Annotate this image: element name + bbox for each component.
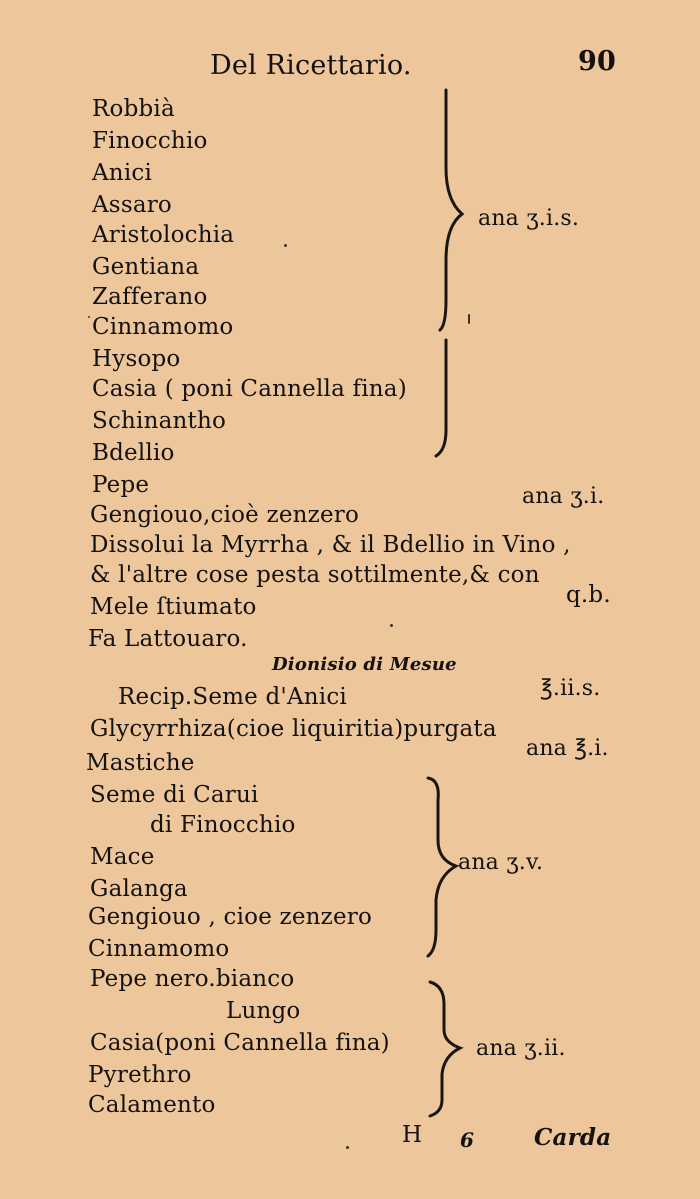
ingredient-line: Hysopo (92, 346, 181, 372)
ingredient-line: Assaro (92, 192, 172, 218)
ingredient-line: Robbià (92, 96, 175, 122)
signature-number: 6 (460, 1128, 475, 1152)
ink-speck (468, 314, 470, 324)
ink-speck (346, 1146, 349, 1149)
ingredient-line: di Finocchio (150, 812, 296, 838)
ingredient-line: Calamento (88, 1092, 216, 1118)
dose-label: ℥.ii.s. (540, 676, 601, 701)
signature-mark: H (402, 1122, 423, 1148)
dose-label: ana ʒ.ii. (476, 1036, 566, 1061)
ingredient-line: Schinantho (92, 408, 227, 434)
dose-label: ana ℥.i. (526, 736, 609, 761)
ingredient-line: Pyrethro (88, 1062, 192, 1088)
dose-label: ana ʒ.v. (458, 850, 544, 875)
brace-b (428, 778, 456, 956)
instruction-line: Fa Lattouaro. (88, 626, 248, 652)
ingredient-line: Glycyrrhiza(cioe liquiritia)purgata (90, 716, 497, 742)
ink-speck (88, 316, 90, 318)
ingredient-line: Pepe (92, 472, 150, 498)
catchword: Carda (534, 1124, 612, 1151)
ingredient-line: Casia(poni Cannella fina) (90, 1030, 390, 1056)
recipe-heading: Dionisio di Mesue (272, 654, 457, 675)
ingredient-line: Gengiouo,cioè zenzero (90, 502, 360, 528)
instruction-line: Mele ſtiumato (90, 594, 257, 620)
ingredient-line: Mace (90, 844, 155, 870)
ingredient-line: Mastiche (86, 750, 195, 776)
ingredient-line: Aristolochia (92, 222, 235, 248)
dose-label: ana ʒ.i.s. (478, 206, 580, 231)
ingredient-line: Recip.Seme d'Anici (118, 684, 347, 710)
ink-speck (284, 244, 287, 247)
ingredient-line: Casia ( poni Cannella fina) (92, 376, 407, 402)
ink-speck (390, 624, 393, 627)
ingredient-line: Cinnamomo (88, 936, 230, 962)
ingredient-line: Pepe nero.bianco (90, 966, 295, 992)
ingredient-line: Anici (92, 160, 153, 186)
brace-a (436, 90, 462, 456)
instruction-line: Dissolui la Myrrha , & il Bdellio in Vino , (90, 532, 571, 558)
ingredient-line: Gentiana (92, 254, 200, 280)
ingredient-line: Seme di Carui (90, 782, 259, 808)
brace-c (430, 982, 460, 1116)
ingredient-line: Finocchio (92, 128, 208, 154)
dose-label: q.b. (566, 582, 611, 608)
ingredient-line: Gengiouo , cioe zenzero (88, 904, 373, 930)
ingredient-line: Galanga (90, 876, 188, 902)
dose-label: ana ʒ.i. (522, 484, 605, 509)
running-head: Del Ricettario. (210, 50, 412, 81)
ingredient-line: Bdellio (92, 440, 175, 466)
ingredient-line: Lungo (226, 998, 301, 1024)
page-number: 90 (578, 46, 616, 77)
ingredient-line: Cinnamomo (92, 314, 234, 340)
instruction-line: & l'altre cose pesta sottilmente,& con (90, 562, 540, 588)
ingredient-line: Zafferano (92, 284, 208, 310)
